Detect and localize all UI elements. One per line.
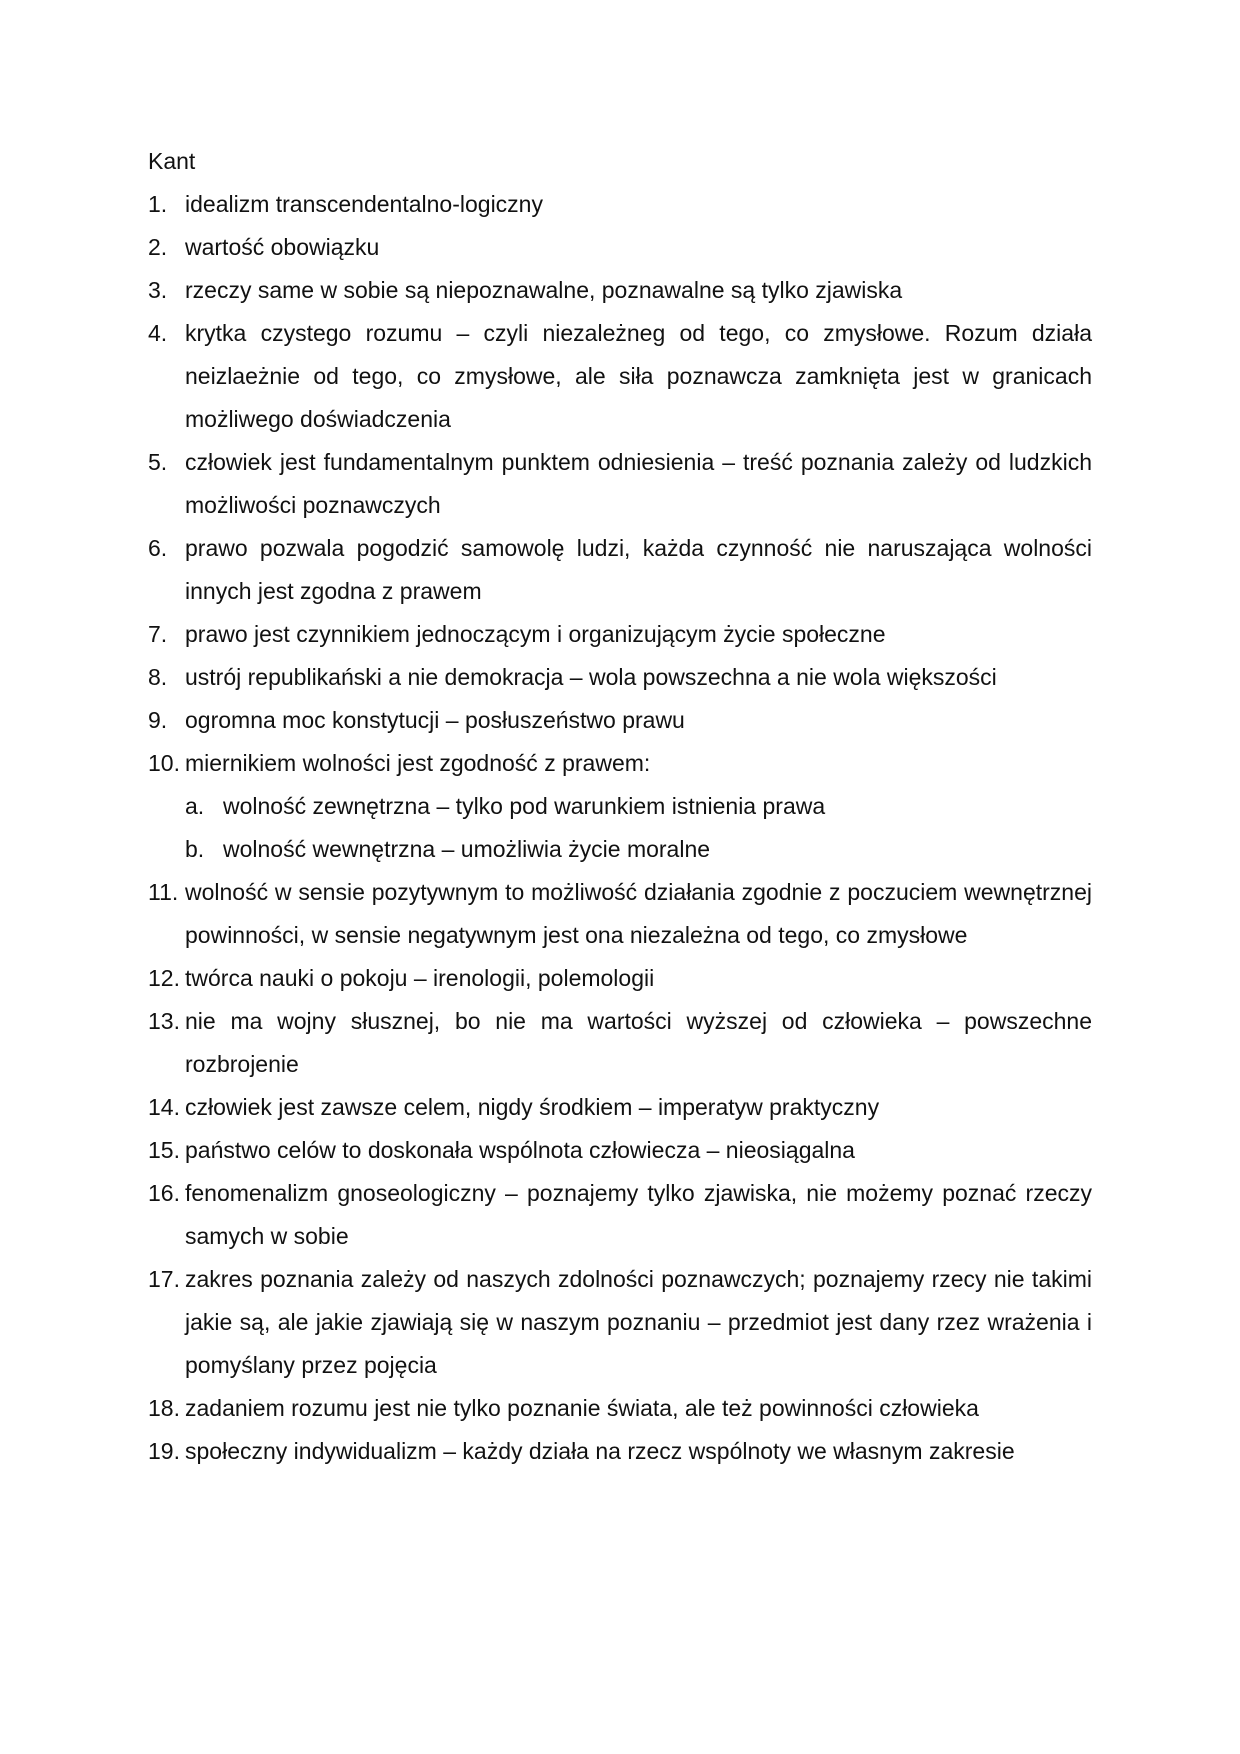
list-text: społeczny indywidualizm – każdy działa na rzecz wspólnoty we własnym zakresie: [185, 1438, 1015, 1464]
list-number: 19.: [148, 1438, 180, 1464]
list-number: 12.: [148, 965, 180, 991]
list-text: wolność w sensie pozytywnym to możliwość działania zgodnie z poczuciem wewnętrznej powinności, w sensie negatywnym jest ona niezależna od tego, co zmysłowe: [185, 879, 1092, 948]
list-number: 7.: [148, 621, 168, 647]
list-text: człowiek jest fundamentalnym punktem odniesienia – treść poznania zależy od ludzkich możliwości poznawczych: [185, 449, 1092, 518]
list-text: fenomenalizm gnoseologiczny – poznajemy tylko zjawiska, nie możemy poznać rzeczy samych w sobie: [185, 1180, 1092, 1249]
document-page: [148, 140, 1092, 1473]
list-number: 4.: [148, 320, 168, 346]
list-text: państwo celów to doskonała wspólnota człowiecza – nieosiągalna: [185, 1137, 855, 1163]
list-item: [148, 742, 1092, 871]
list-item: [148, 1172, 1092, 1258]
list-number: 14.: [148, 1094, 180, 1120]
list-text: prawo pozwala pogodzić samowolę ludzi, każda czynność nie naruszająca wolności innych jest zgodna z prawem: [185, 535, 1092, 604]
numbered-list: [148, 183, 1092, 1473]
list-item: [148, 957, 1092, 1000]
list-number: 11.: [148, 879, 179, 905]
sub-list: [185, 785, 1092, 871]
list-item: [148, 656, 1092, 699]
list-text: idealizm transcendentalno-logiczny: [185, 191, 543, 217]
list-text: twórca nauki o pokoju – irenologii, polemologii: [185, 965, 655, 991]
list-item: [148, 1387, 1092, 1430]
list-item: [148, 312, 1092, 441]
sub-list-item: [185, 828, 1092, 871]
list-number: 15.: [148, 1137, 180, 1163]
sub-list-text: wolność zewnętrzna – tylko pod warunkiem istnienia prawa: [223, 793, 826, 819]
sub-list-letter: b.: [185, 836, 205, 862]
list-number: 9.: [148, 707, 168, 733]
list-text: miernikiem wolności jest zgodność z prawem:: [185, 750, 651, 776]
list-item: [148, 699, 1092, 742]
list-text: nie ma wojny słusznej, bo nie ma wartości wyższej od człowieka – powszechne rozbrojenie: [185, 1008, 1092, 1077]
list-number: 3.: [148, 277, 168, 303]
list-item: [148, 1129, 1092, 1172]
list-item: [148, 269, 1092, 312]
list-number: 8.: [148, 664, 168, 690]
list-number: 17.: [148, 1266, 180, 1292]
sub-list-item: [185, 785, 1092, 828]
sub-list-text: wolność wewnętrzna – umożliwia życie moralne: [223, 836, 711, 862]
list-number: 5.: [148, 449, 168, 475]
list-number: 16.: [148, 1180, 180, 1206]
list-item: [148, 1086, 1092, 1129]
list-item: [148, 183, 1092, 226]
list-text: ustrój republikański a nie demokracja – wola powszechna a nie wola większości: [185, 664, 997, 690]
list-number: 10.: [148, 750, 180, 776]
sub-list-letter: a.: [185, 793, 205, 819]
list-number: 1.: [148, 191, 168, 217]
list-number: 2.: [148, 234, 168, 260]
list-number: 6.: [148, 535, 168, 561]
list-number: 18.: [148, 1395, 180, 1421]
list-item: [148, 1430, 1092, 1473]
list-item: [148, 441, 1092, 527]
list-text: wartość obowiązku: [185, 234, 380, 260]
list-text: ogromna moc konstytucji – posłuszeństwo prawu: [185, 707, 685, 733]
list-text: zadaniem rozumu jest nie tylko poznanie świata, ale też powinności człowieka: [185, 1395, 979, 1421]
list-text: rzeczy same w sobie są niepoznawalne, poznawalne są tylko zjawiska: [185, 277, 903, 303]
document-title: Kant: [148, 148, 196, 174]
list-item: [148, 871, 1092, 957]
list-item: [148, 613, 1092, 656]
list-text: człowiek jest zawsze celem, nigdy środkiem – imperatyw praktyczny: [185, 1094, 880, 1120]
list-text: krytka czystego rozumu – czyli niezależneg od tego, co zmysłowe. Rozum działa neizlaeżnie od tego, co zmysłowe, ale siła poznawcza zamknięta jest w granicach możliwego doświadczenia: [185, 320, 1092, 432]
list-item: [148, 1258, 1092, 1387]
list-text: prawo jest czynnikiem jednoczącym i organizującym życie społeczne: [185, 621, 886, 647]
list-item: [148, 527, 1092, 613]
list-text: zakres poznania zależy od naszych zdolności poznawczych; poznajemy rzecy nie takimi jakie są, ale jakie zjawiają się w naszym poznaniu – przedmiot jest dany rzez wrażenia i pomyślany przez pojęcia: [185, 1266, 1092, 1378]
list-item: [148, 226, 1092, 269]
list-item: [148, 1000, 1092, 1086]
list-number: 13.: [148, 1008, 180, 1034]
